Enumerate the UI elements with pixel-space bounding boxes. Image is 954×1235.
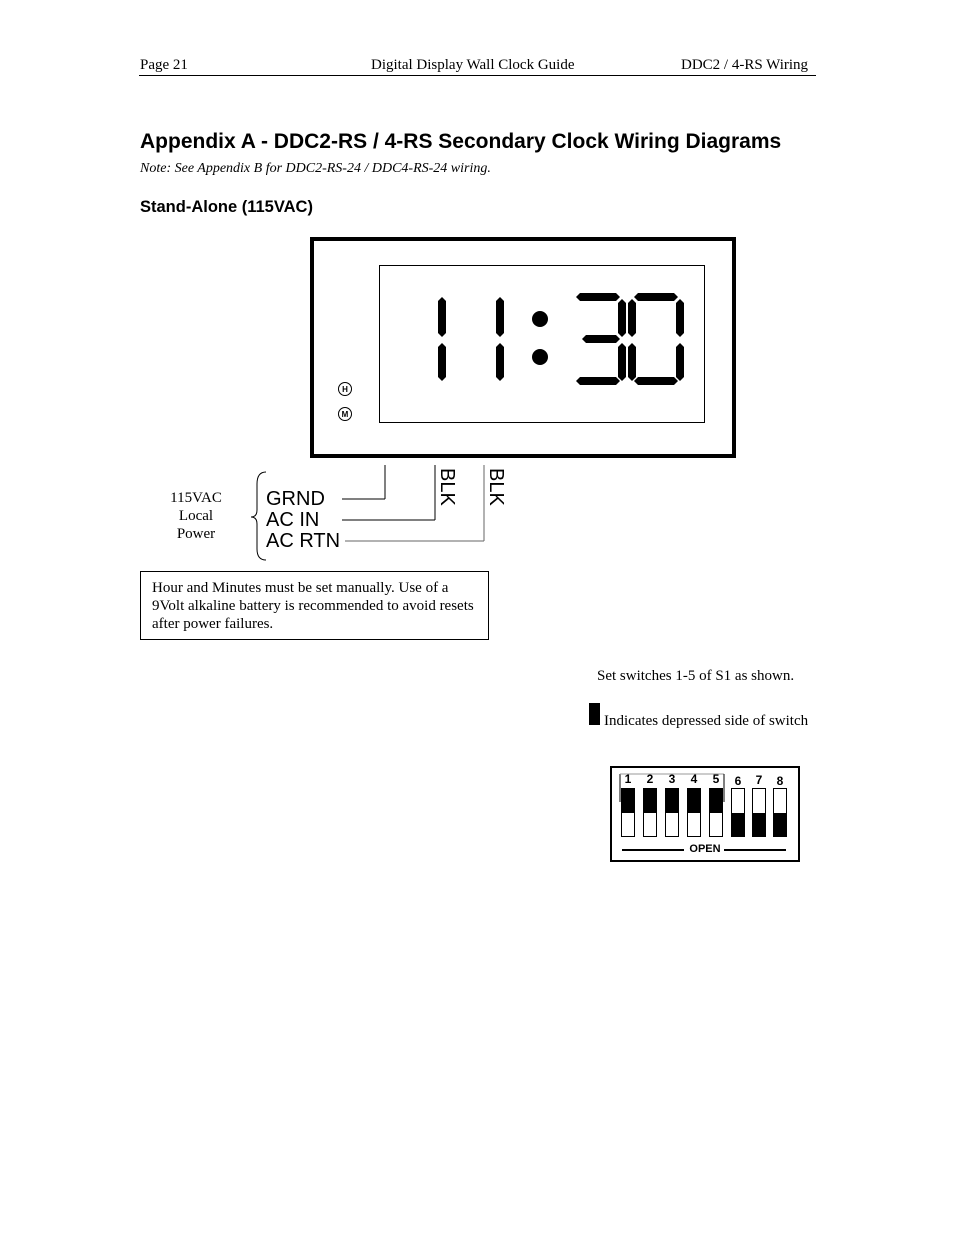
switch-knob	[666, 789, 678, 813]
switch-number-8: 8	[776, 774, 784, 788]
switch-knob	[688, 789, 700, 813]
depressed-indicator-swatch	[589, 703, 600, 725]
header-page-number: Page 21	[140, 57, 188, 73]
switch-number-4: 4	[690, 772, 698, 786]
switch-number-7: 7	[755, 773, 763, 787]
page-title: Appendix A - DDC2-RS / 4-RS Secondary Clock Wiring Diagrams	[140, 130, 782, 153]
dip-switch-7[interactable]	[752, 788, 766, 837]
dip-switch-1[interactable]	[621, 788, 635, 837]
switch-number-5: 5	[712, 772, 720, 786]
appendix-note: Note: See Appendix B for DDC2-RS-24 / DDC4-RS-24 wiring.	[140, 161, 491, 176]
power-source-label	[160, 489, 232, 543]
header-section: DDC2 / 4-RS Wiring	[681, 57, 809, 73]
switch-knob	[644, 789, 656, 813]
switch-knob	[753, 813, 765, 837]
power-label-line-3: Power	[176, 526, 216, 542]
power-label-line-1: 115VAC	[170, 490, 222, 506]
dip-switch-3[interactable]	[665, 788, 679, 837]
dip-switch-s1	[610, 766, 800, 862]
manual-set-note: Hour and Minutes must be set manually. Use of a 9Volt alkaline battery is recommended to avoid resets after power failures.	[140, 571, 489, 640]
switch-legend: Indicates depressed side of switch	[604, 713, 809, 729]
terminal-ac-rtn: AC RTN	[266, 530, 341, 552]
switch-instruction: Set switches 1-5 of S1 as shown.	[597, 668, 795, 684]
dip-open-label: OPEN	[689, 843, 721, 855]
header-doc-title: Digital Display Wall Clock Guide	[371, 57, 575, 73]
dip-switch-4[interactable]	[687, 788, 701, 837]
switch-number-3: 3	[668, 772, 676, 786]
section-subtitle: Stand-Alone (115VAC)	[140, 198, 313, 216]
switch-number-6: 6	[734, 774, 742, 788]
hour-set-button: H	[338, 382, 352, 396]
dip-switch-6[interactable]	[731, 788, 745, 837]
wire-color-ac-in: BLK	[436, 468, 458, 506]
switch-knob	[774, 813, 786, 837]
dip-switch-2[interactable]	[643, 788, 657, 837]
dip-switch-5[interactable]	[709, 788, 723, 837]
wire-color-ac-rtn: BLK	[485, 468, 507, 506]
switch-number-1: 1	[624, 772, 632, 786]
switch-knob	[622, 789, 634, 813]
dip-switch-8[interactable]	[773, 788, 787, 837]
minute-set-button: M	[338, 407, 352, 421]
terminal-ac-in: AC IN	[266, 509, 320, 531]
power-label-line-2: Local	[178, 508, 214, 524]
switch-knob	[732, 813, 744, 837]
switch-number-2: 2	[646, 772, 654, 786]
switch-knob	[710, 789, 722, 813]
terminal-grnd: GRND	[266, 488, 325, 510]
